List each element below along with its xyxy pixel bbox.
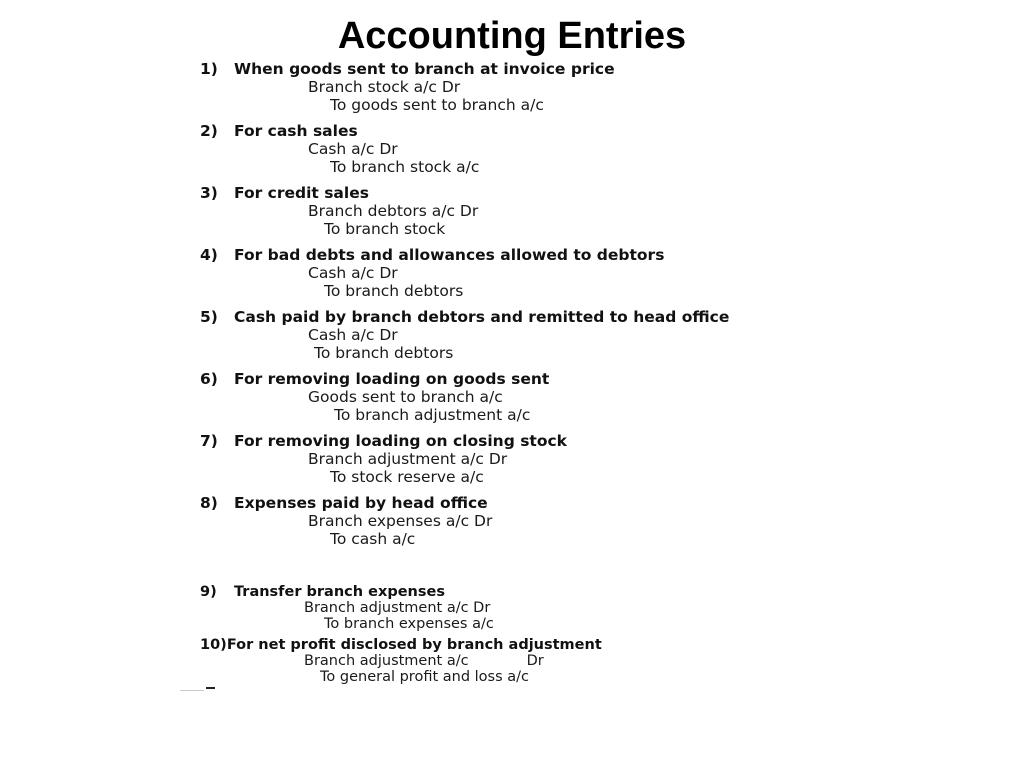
entry-2 bbox=[200, 122, 820, 176]
entry-heading-text: For removing loading on goods sent bbox=[234, 370, 550, 388]
entries-list bbox=[200, 58, 820, 685]
entry-10 bbox=[200, 637, 820, 685]
debit-line: Cash a/c Dr bbox=[308, 264, 398, 282]
entry-7 bbox=[200, 432, 820, 486]
credit-line: To general profit and loss a/c bbox=[320, 669, 529, 685]
entry-number: 5) bbox=[200, 308, 218, 326]
debit-line-text: Branch adjustment a/c bbox=[304, 653, 469, 669]
entry-heading-text: For removing loading on closing stock bbox=[234, 432, 567, 450]
entry-heading-text: Cash paid by branch debtors and remitted to head office bbox=[234, 308, 730, 326]
entry-6 bbox=[200, 370, 820, 424]
entry-number: 6) bbox=[200, 370, 218, 388]
entry-heading-text: Transfer branch expenses bbox=[234, 584, 445, 600]
dash-mark bbox=[206, 687, 215, 689]
entry-heading-text: For bad debts and allowances allowed to debtors bbox=[234, 246, 665, 264]
entry-number: 3) bbox=[200, 184, 218, 202]
entry-heading bbox=[200, 308, 820, 326]
entry-heading bbox=[200, 637, 820, 653]
credit-line: To stock reserve a/c bbox=[330, 468, 484, 486]
entry-number: 8) bbox=[200, 494, 218, 512]
debit-line: Cash a/c Dr bbox=[308, 140, 398, 158]
debit-line: Branch stock a/c Dr bbox=[308, 78, 461, 96]
entry-heading-text: For cash sales bbox=[234, 122, 358, 140]
entry-heading bbox=[200, 432, 820, 450]
entry-3 bbox=[200, 184, 820, 238]
debit-line: Branch adjustment a/c Dr bbox=[308, 450, 508, 468]
credit-line: To branch debtors bbox=[314, 344, 454, 362]
credit-line: To branch stock bbox=[324, 220, 446, 238]
entry-heading-text: When goods sent to branch at invoice price bbox=[234, 60, 615, 78]
page-title: Accounting Entries bbox=[337, 15, 687, 57]
debit-dr-label: Dr bbox=[526, 653, 544, 669]
entry-heading-text: For net profit disclosed by branch adjustment bbox=[226, 637, 602, 653]
entry-heading bbox=[200, 246, 820, 264]
entry-heading bbox=[200, 184, 820, 202]
entry-4 bbox=[200, 246, 820, 300]
debit-line: Branch expenses a/c Dr bbox=[308, 512, 493, 530]
credit-line: To branch expenses a/c bbox=[324, 616, 494, 632]
debit-line: Branch adjustment a/c Dr bbox=[304, 600, 491, 616]
credit-line: To goods sent to branch a/c bbox=[330, 96, 544, 114]
entry-8 bbox=[200, 494, 820, 548]
cropped-edge-mark bbox=[180, 687, 216, 691]
debit-line: Cash a/c Dr bbox=[308, 326, 398, 344]
entry-heading bbox=[200, 370, 820, 388]
entry-heading bbox=[200, 122, 820, 140]
entry-9 bbox=[200, 584, 820, 632]
entry-heading bbox=[200, 584, 820, 600]
credit-line: To branch adjustment a/c bbox=[334, 406, 531, 424]
credit-line: To cash a/c bbox=[330, 530, 416, 548]
credit-line: To branch stock a/c bbox=[330, 158, 480, 176]
entry-number: 10) bbox=[200, 637, 227, 653]
entry-heading-text: For credit sales bbox=[234, 184, 369, 202]
entry-number: 9) bbox=[200, 584, 217, 600]
entry-number: 4) bbox=[200, 246, 218, 264]
entry-heading bbox=[200, 494, 820, 512]
entry-number: 7) bbox=[200, 432, 218, 450]
entry-number: 1) bbox=[200, 60, 218, 78]
credit-line: To branch debtors bbox=[324, 282, 464, 300]
entry-1 bbox=[200, 60, 820, 114]
debit-line: Branch debtors a/c Dr bbox=[308, 202, 479, 220]
debit-line: Goods sent to branch a/c bbox=[308, 388, 503, 406]
entry-5 bbox=[200, 308, 820, 362]
divider bbox=[180, 690, 204, 691]
entry-heading-text: Expenses paid by head office bbox=[234, 494, 488, 512]
debit-line bbox=[200, 653, 820, 669]
entry-heading bbox=[200, 60, 820, 78]
entry-number: 2) bbox=[200, 122, 218, 140]
